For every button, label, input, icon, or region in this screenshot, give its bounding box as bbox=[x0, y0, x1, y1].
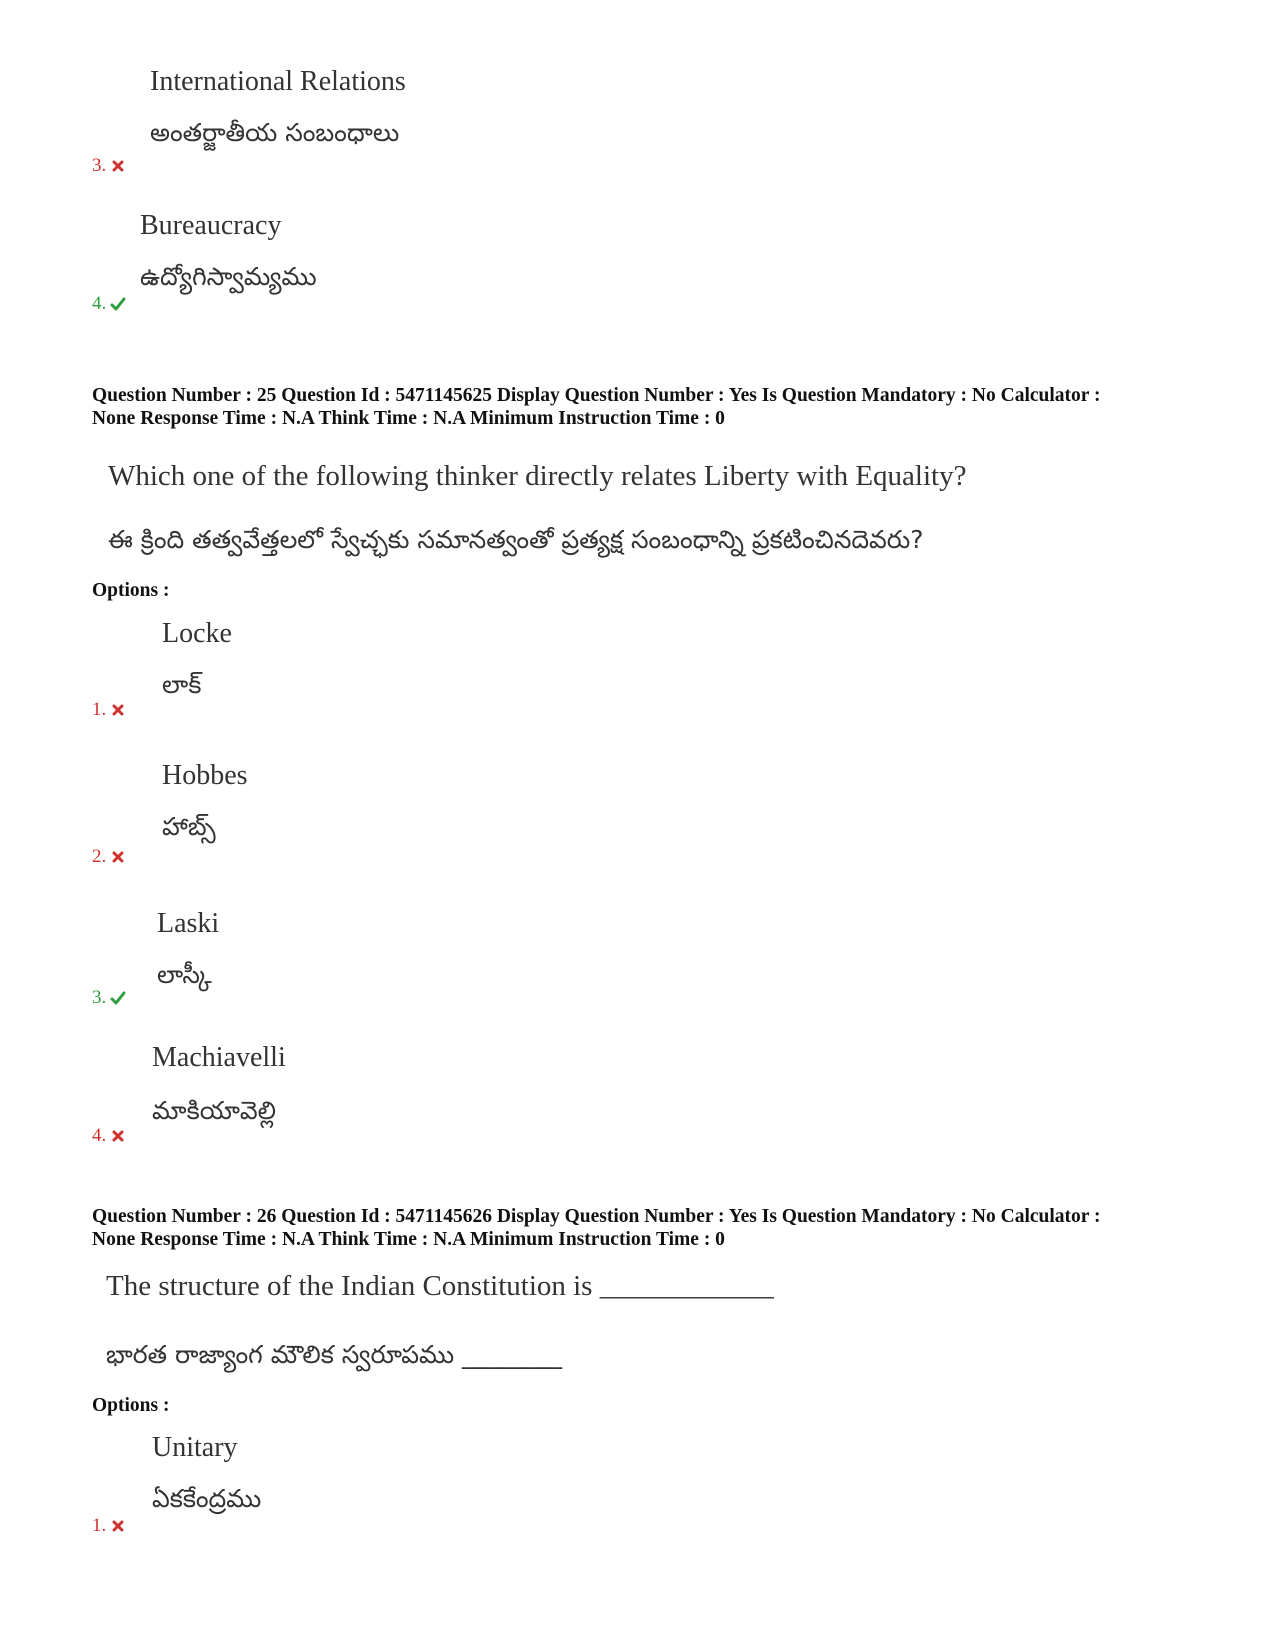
option-number: 1. bbox=[92, 1515, 107, 1536]
option-number-correct bbox=[92, 293, 126, 315]
option-text-en: Unitary bbox=[152, 1432, 238, 1463]
option-text-te: లాస్కీ bbox=[157, 960, 212, 989]
option-number-wrong bbox=[92, 155, 126, 177]
option-number-wrong bbox=[92, 1515, 126, 1537]
question-meta-line: None Response Time : N.A Think Time : N.A Minimum Instruction Time : 0 bbox=[92, 408, 725, 429]
question-meta-line: Question Number : 26 Question Id : 5471145626 Display Question Number : Yes Is Question Mandatory : No Calculator : bbox=[92, 1206, 1101, 1227]
cross-icon bbox=[110, 849, 126, 865]
option-number-wrong bbox=[92, 1125, 126, 1147]
options-heading: Options : bbox=[92, 580, 170, 601]
option-number: 1. bbox=[92, 699, 107, 720]
option-text-en: Bureaucracy bbox=[140, 210, 282, 241]
option-number: 3. bbox=[92, 155, 107, 176]
cross-icon bbox=[110, 158, 126, 174]
question-text-te: భారత రాజ్యాంగ మౌలిక స్వరూపము ________ bbox=[106, 1340, 563, 1369]
option-text-te: మాకియావెల్లి bbox=[152, 1096, 276, 1125]
option-text-en: International Relations bbox=[150, 66, 406, 97]
question-text-te: ఈ క్రింది తత్వవేత్తలలో స్వేచ్ఛకు సమానత్వంతో ప్రత్యక్ష సంబంధాన్ని ప్రకటించినదెవరు? bbox=[108, 525, 924, 554]
option-number: 4. bbox=[92, 1125, 107, 1146]
cross-icon bbox=[110, 702, 126, 718]
option-text-te: హాబ్స్ bbox=[162, 812, 216, 841]
option-text-te: అంతర్జాతీయ సంబంధాలు bbox=[150, 118, 400, 147]
option-number: 3. bbox=[92, 987, 107, 1008]
option-text-te: ఉద్యోగిస్వామ్యము bbox=[140, 262, 317, 291]
option-text-te: లాక్ bbox=[162, 670, 202, 699]
question-text-en: The structure of the Indian Constitution is ____________ bbox=[106, 1270, 774, 1302]
option-text-en: Laski bbox=[157, 908, 220, 939]
option-text-te: ఏకకేంద్రము bbox=[152, 1484, 262, 1513]
check-icon bbox=[110, 296, 126, 312]
question-meta-line: None Response Time : N.A Think Time : N.A Minimum Instruction Time : 0 bbox=[92, 1229, 725, 1250]
question-meta bbox=[92, 1205, 1100, 1251]
cross-icon bbox=[110, 1518, 126, 1534]
option-number: 4. bbox=[92, 293, 107, 314]
question-meta-line: Question Number : 25 Question Id : 5471145625 Display Question Number : Yes Is Question Mandatory : No Calculator : bbox=[92, 385, 1101, 406]
question-meta bbox=[92, 384, 1100, 430]
option-text-en: Locke bbox=[162, 618, 232, 649]
option-text-en: Machiavelli bbox=[152, 1042, 286, 1073]
options-heading: Options : bbox=[92, 1395, 170, 1416]
option-number: 2. bbox=[92, 846, 107, 867]
option-text-en: Hobbes bbox=[162, 760, 248, 791]
option-number-wrong bbox=[92, 699, 126, 721]
cross-icon bbox=[110, 1128, 126, 1144]
question-text-en: Which one of the following thinker directly relates Liberty with Equality? bbox=[108, 460, 967, 492]
option-number-wrong bbox=[92, 846, 126, 868]
check-icon bbox=[110, 990, 126, 1006]
option-number-correct bbox=[92, 987, 126, 1009]
